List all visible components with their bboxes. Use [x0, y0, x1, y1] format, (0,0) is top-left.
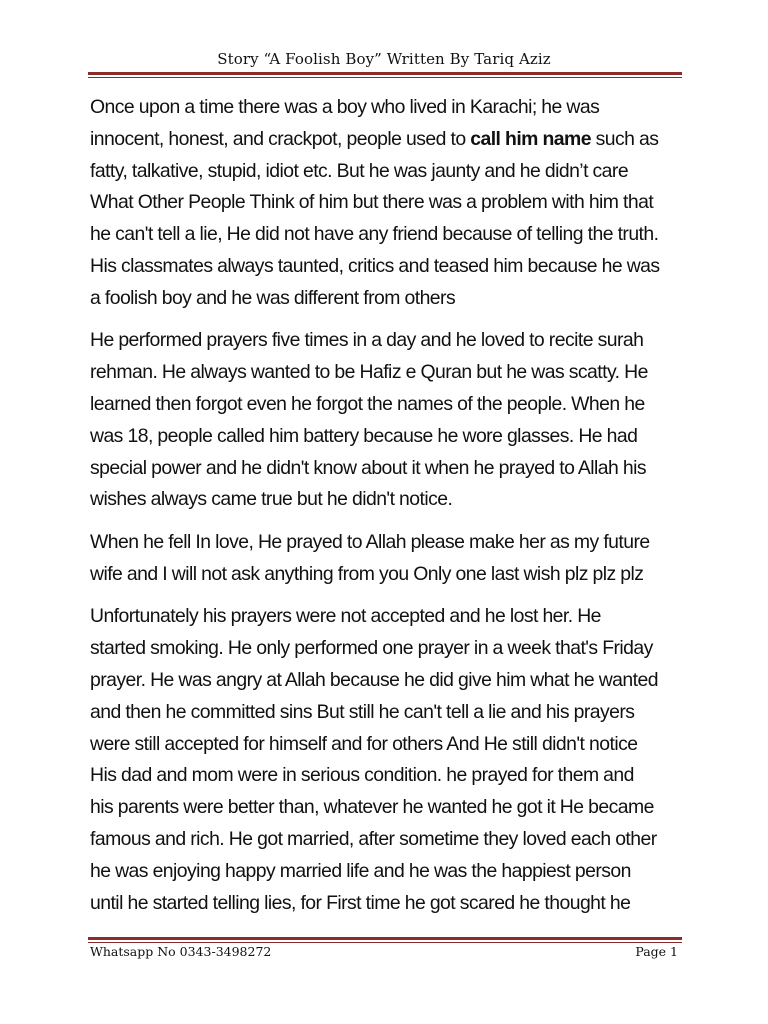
text-run: innocent, honest, and crackpot, people used to [90, 127, 471, 150]
text-line: wishes always came true but he didn't notice. [90, 488, 453, 511]
footer-whatsapp-number: Whatsapp No 0343-3498272 [90, 944, 272, 959]
text-line: learned then forgot even he forgot the names of the people. When he [90, 392, 645, 415]
text-line: famous and rich. He got married, after sometime they loved each other [90, 827, 657, 850]
text-run: such as [590, 127, 659, 150]
text-line: What Other People Think of him but there was a problem with him that [90, 191, 654, 214]
text-line: fatty, talkative, stupid, idiot etc. But he was jaunty and he didn’t care [90, 159, 629, 182]
text-line: When he fell In love, He prayed to Allah please make her as my future [90, 530, 650, 553]
footer-page-number: Page 1 [635, 944, 678, 959]
paragraph-2 [90, 325, 690, 516]
paragraph-4 [90, 601, 690, 919]
header-rule [88, 72, 682, 78]
text-line [90, 124, 690, 156]
text-line: were still accepted for himself and for others And He still didn't notice [90, 732, 638, 755]
text-line: He performed prayers five times in a day and he loved to recite surah [90, 329, 644, 352]
paragraph-1 [90, 92, 690, 315]
page-header-title: Story “A Foolish Boy” Written By Tariq Aziz [217, 50, 551, 68]
story-body [90, 92, 690, 930]
paragraph-3 [90, 527, 690, 591]
text-line: was 18, people called him battery because he wore glasses. He had [90, 424, 638, 447]
text-line: and then he committed sins But still he can't tell a lie and his prayers [90, 700, 635, 723]
text-line: he can't tell a lie, He did not have any friend because of telling the truth. [90, 223, 659, 246]
text-line: until he started telling lies, for First time he got scared he thought he [90, 891, 631, 914]
bold-phrase: call him name [470, 127, 591, 150]
text-line: Unfortunately his prayers were not accepted and he lost her. He [90, 605, 601, 628]
text-line: special power and he didn't know about it when he prayed to Allah his [90, 456, 647, 479]
text-line: Once upon a time there was a boy who lived in Karachi; he was [90, 96, 600, 118]
text-line: prayer. He was angry at Allah because he did give him what he wanted [90, 668, 658, 691]
text-line: His dad and mom were in serious condition. he prayed for them and [90, 764, 634, 787]
footer-rule [88, 937, 682, 943]
text-line: rehman. He always wanted to be Hafiz e Quran but he was scatty. He [90, 361, 648, 384]
text-line: he was enjoying happy married life and he was the happiest person [90, 859, 631, 882]
text-line: His classmates always taunted, critics and teased him because he was [90, 254, 660, 277]
text-line: his parents were better than, whatever he wanted he got it He became [90, 796, 654, 819]
text-line: started smoking. He only performed one prayer in a week that's Friday [90, 637, 653, 660]
text-line: wife and I will not ask anything from you Only one last wish plz plz plz [90, 562, 644, 585]
text-line: a foolish boy and he was different from others [90, 286, 456, 309]
